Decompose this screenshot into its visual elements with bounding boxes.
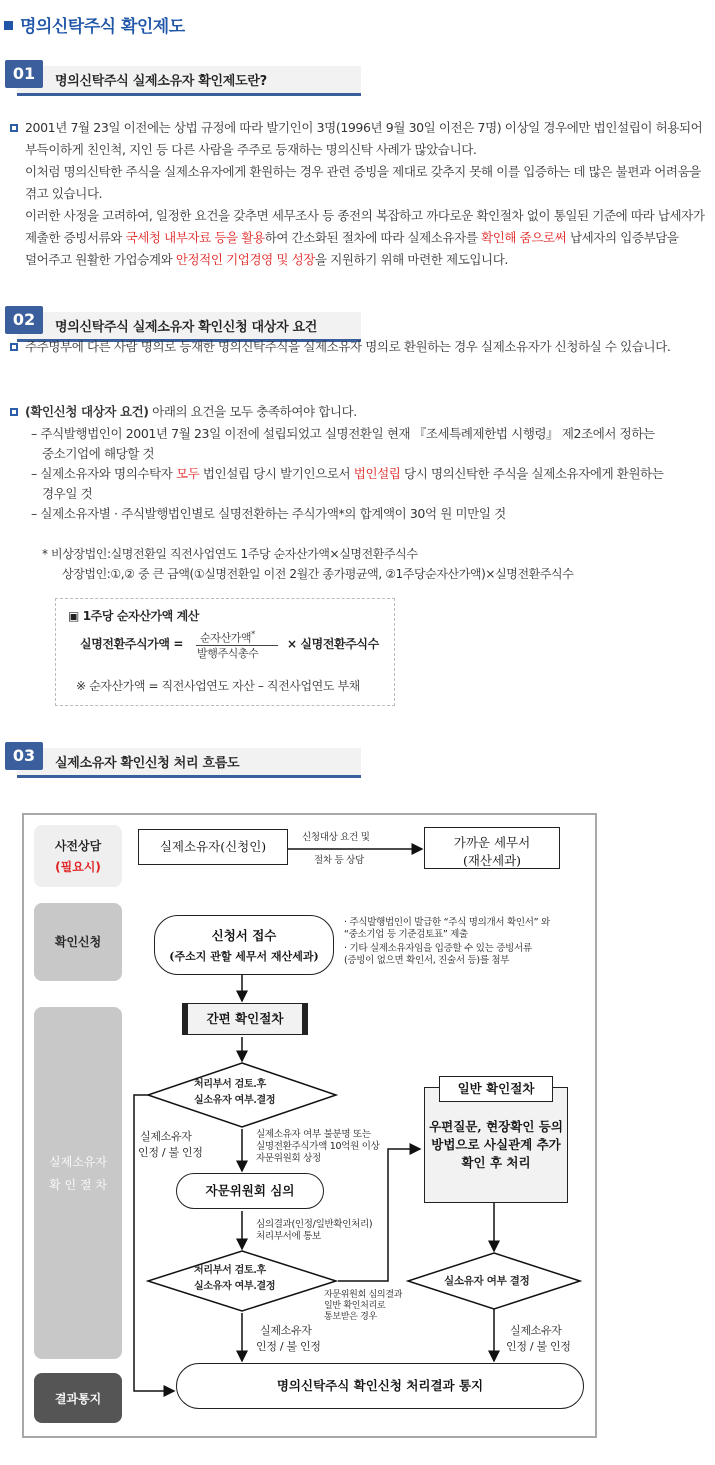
general-note-3: 통보받은 경우 <box>324 1312 377 1322</box>
process-flowchart <box>22 813 597 1438</box>
approve-left-a: 실제소유자 <box>140 1130 192 1143</box>
section-number: 01 <box>5 60 43 88</box>
tax-office-box: 가까운 세무서 (재산세과) <box>424 827 560 869</box>
section-number: 02 <box>5 306 43 334</box>
page-title: 명의신탁주식 확인제도 <box>4 12 185 37</box>
square-bullet-icon <box>10 124 18 132</box>
application-receipt: 신청서 접수 (주소지 관할 세무서 재산세과) <box>154 915 334 975</box>
title-square-icon <box>4 21 13 30</box>
stage-preconsult: 사전상담 (필요시) <box>34 825 122 887</box>
committee-note-2: 실명전환주식가액 10억원 이상 <box>256 1141 380 1152</box>
s1-paragraph-3c: 덜어주고 원활한 가업승계와 안정적인 기업경영 및 성장을 지원하기 위해 마련한 제도입니다. <box>25 252 508 267</box>
consult-label-b: 절차 등 상담 <box>314 855 364 866</box>
s1-paragraph-2b: 겪고 있습니다. <box>25 186 103 201</box>
s1-paragraph-3b: 제출한 증빙서류와 국세청 내부자료 등을 활용하여 간소화된 절차에 따라 실제소유자를 확인해 줌으로써 납세자의 입증부담을 <box>25 230 679 245</box>
section-title: 실제소유자 확인신청 처리 흐름도 <box>55 756 240 771</box>
committee-note-1: 실제소유자 여부 불분명 또는 <box>256 1129 371 1140</box>
s1-paragraph-1a: 2001년 7월 23일 이전에는 상법 규정에 따라 발기인이 3명(1996년 9월 30일 이전은 7명) 이상일 경우에만 법인설립이 허용되어 <box>25 120 703 135</box>
square-bullet-icon <box>10 408 18 416</box>
general-procedure-box: 일반 확인절차 우편질문, 현장확인 등의 방법으로 사실관계 추가 확인 후 처리 <box>424 1087 568 1203</box>
stage-verification: 실제소유자 확 인 절 차 <box>34 1007 122 1359</box>
calc-numerator: 순자산가액* <box>200 630 255 645</box>
result-note-1: 심의결과(인정/일반확인처리) <box>256 1219 373 1230</box>
section-header-01 <box>5 60 361 100</box>
docs-note-4: (증빙이 없으면 확인서, 진술서 등)를 첨부 <box>344 955 510 966</box>
section-number: 03 <box>5 742 43 770</box>
approve-right-a: 실제소유자 <box>510 1324 562 1337</box>
s1-paragraph-1b: 부득이하게 친인척, 지인 등 다른 사람을 주주로 등재하는 명의신탁 사례가 많았습니다. <box>25 142 477 157</box>
s2-note-2: 상장법인:①,② 중 큰 금액(①실명전환일 이전 2월간 종가평균액, ②1주당순자산가액)×실명전환주식수 <box>62 567 574 581</box>
calc-right: × 실명전환주식수 <box>287 637 379 651</box>
general-note-1: 자문위원회 심의결과 <box>324 1290 403 1300</box>
approve-mid-a: 실제소유자 <box>260 1324 312 1337</box>
simple-procedure-box: 간편 확인절차 <box>182 1003 308 1035</box>
review1-label-b: 실소유자 여부.결정 <box>194 1095 276 1106</box>
docs-note-2: “중소기업 등 기준검토표” 제출 <box>344 929 468 940</box>
calc-note: ※ 순자산가액 = 직전사업연도 자산 – 직전사업연도 부채 <box>76 679 360 693</box>
owner-applicant-box: 실제소유자(신청인) <box>138 829 288 865</box>
approve-right-b: 인정 / 불 인정 <box>506 1340 571 1353</box>
s2-note-1: * 비상장법인:실명전환일 직전사업연도 1주당 순자산가액×실명전환주식수 <box>42 547 418 561</box>
s2-req-3: – 실제소유자별 · 주식발행법인별로 실명전환하는 주식가액*의 합계액이 30억 원 미만일 것 <box>31 506 506 521</box>
calc-left: 실명전환주식가액 = <box>80 637 183 651</box>
result-note-2: 처리부서에 통보 <box>256 1231 321 1242</box>
docs-note-3: · 기타 실제소유자임을 입증할 수 있는 증빙서류 <box>344 943 532 954</box>
calc-denominator: 발행주식총수 <box>197 647 259 660</box>
docs-note-1: · 주식발행법인이 발급한 “주식 명의개서 확인서” 와 <box>344 917 550 928</box>
stage-notification: 결과통지 <box>34 1373 122 1423</box>
committee-review: 자문위원회 심의 <box>176 1173 324 1209</box>
s2-bullet-2: (확인신청 대상자 요건) 아래의 요건을 모두 충족하여야 합니다. <box>25 404 357 419</box>
committee-note-3: 자문위원회 상정 <box>256 1153 321 1164</box>
s2-req-1a: – 주식발행법인이 2001년 7월 23일 이전에 설립되었고 실명전환일 현재 『조세특례제한법 시행령』 제2조에서 정하는 <box>31 426 655 441</box>
review2-label-b: 실소유자 여부.결정 <box>194 1281 276 1292</box>
section-header-03 <box>5 742 361 782</box>
consult-label-a: 신청대상 요건 및 <box>302 832 370 843</box>
s2-req-1b: 중소기업에 해당할 것 <box>42 446 155 461</box>
section-title: 명의신탁주식 실제소유자 확인제도란? <box>55 74 267 89</box>
section-title: 명의신탁주식 실제소유자 확인신청 대상자 요건 <box>55 320 318 335</box>
approve-left-b: 인정 / 불 인정 <box>138 1146 203 1159</box>
final-notification: 명의신탁주식 확인신청 처리결과 통지 <box>176 1363 584 1409</box>
decide-label: 실소유자 여부 결정 <box>444 1275 530 1287</box>
calc-title: ▣ 1주당 순자산가액 계산 <box>68 609 199 623</box>
square-bullet-icon <box>10 343 18 351</box>
s1-paragraph-2a: 이처럼 명의신탁한 주식을 실제소유자에게 환원하는 경우 관련 증빙을 제대로 갖추지 못해 이를 입증하는 데 많은 불편과 어려움을 <box>25 164 701 179</box>
stage-application: 확인신청 <box>34 903 122 981</box>
s2-bullet-1: 주주명부에 다른 사람 명의로 등재한 명의신탁주식을 실제소유자 명의로 환원하는 경우 실제소유자가 신청하실 수 있습니다. <box>25 339 671 354</box>
approve-mid-b: 인정 / 불 인정 <box>256 1340 321 1353</box>
s2-req-2a: – 실제소유자와 명의수탁자 모두 법인설립 당시 발기인으로서 법인설립 당시 명의신탁한 주식을 실제소유자에게 환원하는 <box>31 466 664 481</box>
general-note-2: 일반 확인처리로 <box>324 1301 386 1311</box>
review1-label-a: 처리부서 검토.후 <box>194 1079 266 1090</box>
review2-label-a: 처리부서 검토.후 <box>194 1265 266 1276</box>
s1-paragraph-3a: 이러한 사정을 고려하여, 일정한 요건을 갖추면 세무조사 등 종전의 복잡하고 까다로운 확인절차 없이 통일된 기준에 따라 납세자가 <box>25 208 705 223</box>
s2-req-2b: 경우일 것 <box>42 486 93 501</box>
